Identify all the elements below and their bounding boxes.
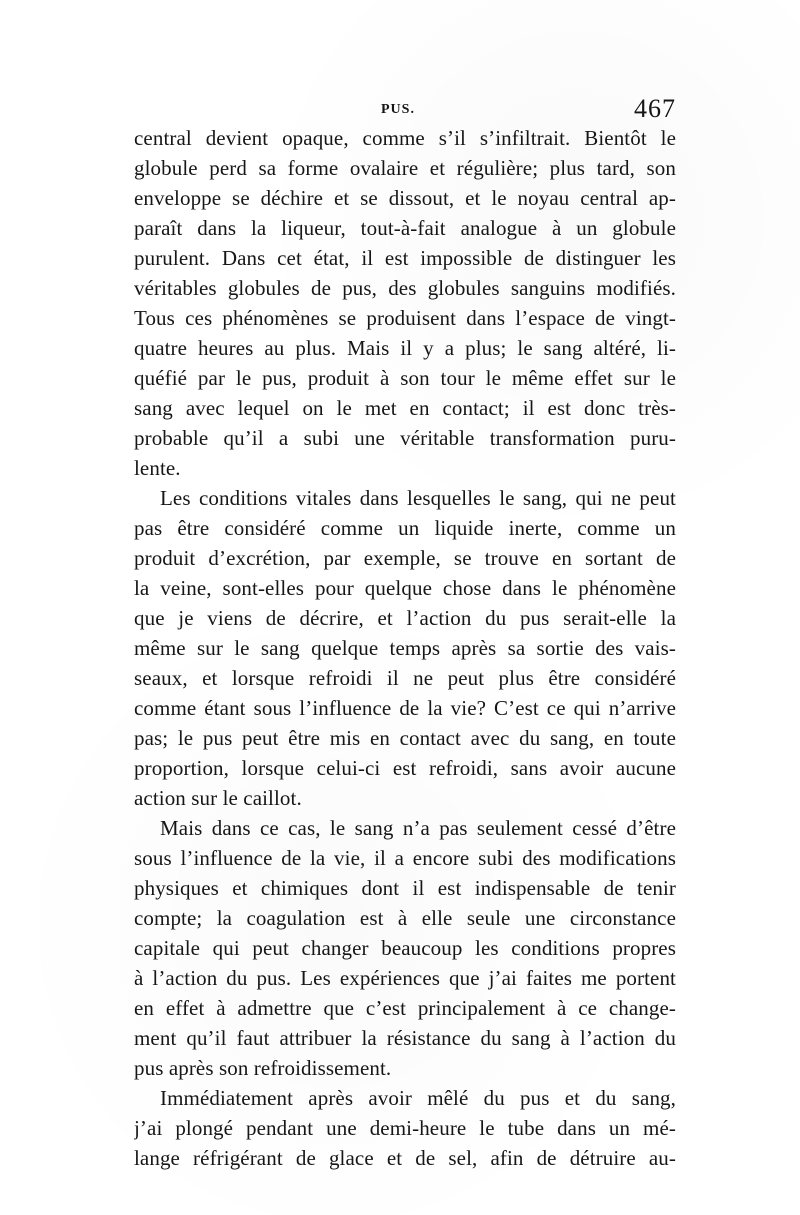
text-line: purulent. Dans cet état, il est impossible de distinguer les [134,246,676,270]
text-line: compte; la coagulation est à elle seule une circonstance [134,906,676,930]
text-line: lente. [134,456,181,480]
text-line: Tous ces phénomènes se produisent dans l’espace de vingt- [134,306,676,330]
text-line: la veine, sont-elles pour quelque chose dans le phénomène [134,576,676,600]
text-line: paraît dans la liqueur, tout-à-fait analogue à un globule [134,216,676,240]
page-header [134,94,676,126]
text-line: produit d’excrétion, par exemple, se trouve en sortant de [134,546,676,570]
text-line: capitale qui peut changer beaucoup les conditions propres [134,936,676,960]
text-line: physiques et chimiques dont il est indispensable de tenir [134,876,676,900]
text-line: sous l’influence de la vie, il a encore subi des modifications [134,846,676,870]
text-line: globule perd sa forme ovalaire et régulière; plus tard, son [134,156,676,180]
text-line: action sur le caillot. [134,786,302,810]
text-line: pas être considéré comme un liquide inerte, comme un [134,516,676,540]
text-line: quéfié par le pus, produit à son tour le même effet sur le [134,366,676,390]
text-line: pas; le pus peut être mis en contact avec du sang, en toute [134,726,676,750]
text-line: proportion, lorsque celui-ci est refroidi, sans avoir aucune [134,756,676,780]
paragraph-start-line: Immédiatement après avoir mêlé du pus et du sang, [160,1086,676,1110]
paragraph-start-line: Mais dans ce cas, le sang n’a pas seulement cessé d’être [160,816,676,840]
text-line: ment qu’il faut attribuer la résistance du sang à l’action du [134,1026,676,1050]
text-line: seaux, et lorsque refroidi il ne peut plus être considéré [134,666,676,690]
text-line: véritables globules de pus, des globules sanguins modifiés. [134,276,676,300]
text-line: même sur le sang quelque temps après sa sortie des vais- [134,636,676,660]
text-line: comme étant sous l’influence de la vie? C’est ce qui n’arrive [134,696,676,720]
text-line: à l’action du pus. Les expériences que j’ai faites me portent [134,966,676,990]
body-text [134,123,676,1173]
text-line: quatre heures au plus. Mais il y a plus; le sang altéré, li- [134,336,676,360]
text-line: lange réfrigérant de glace et de sel, afin de détruire au- [134,1146,676,1170]
text-line: j’ai plongé pendant une demi-heure le tube dans un mé- [134,1116,676,1140]
text-line: central devient opaque, comme s’il s’infiltrait. Bientôt le [134,126,676,150]
text-line: en effet à admettre que c’est principalement à ce change- [134,996,676,1020]
text-line: sang avec lequel on le met en contact; il est donc très- [134,396,676,420]
text-line: probable qu’il a subi une véritable transformation puru- [134,426,676,450]
text-line: pus après son refroidissement. [134,1056,392,1080]
text-line: que je viens de décrire, et l’action du pus serait-elle la [134,606,676,630]
running-head: PUS. [381,102,415,117]
text-line: enveloppe se déchire et se dissout, et le noyau central ap- [134,186,676,210]
page-number: 467 [634,94,676,123]
paragraph-start-line: Les conditions vitales dans lesquelles le sang, qui ne peut [160,486,676,510]
